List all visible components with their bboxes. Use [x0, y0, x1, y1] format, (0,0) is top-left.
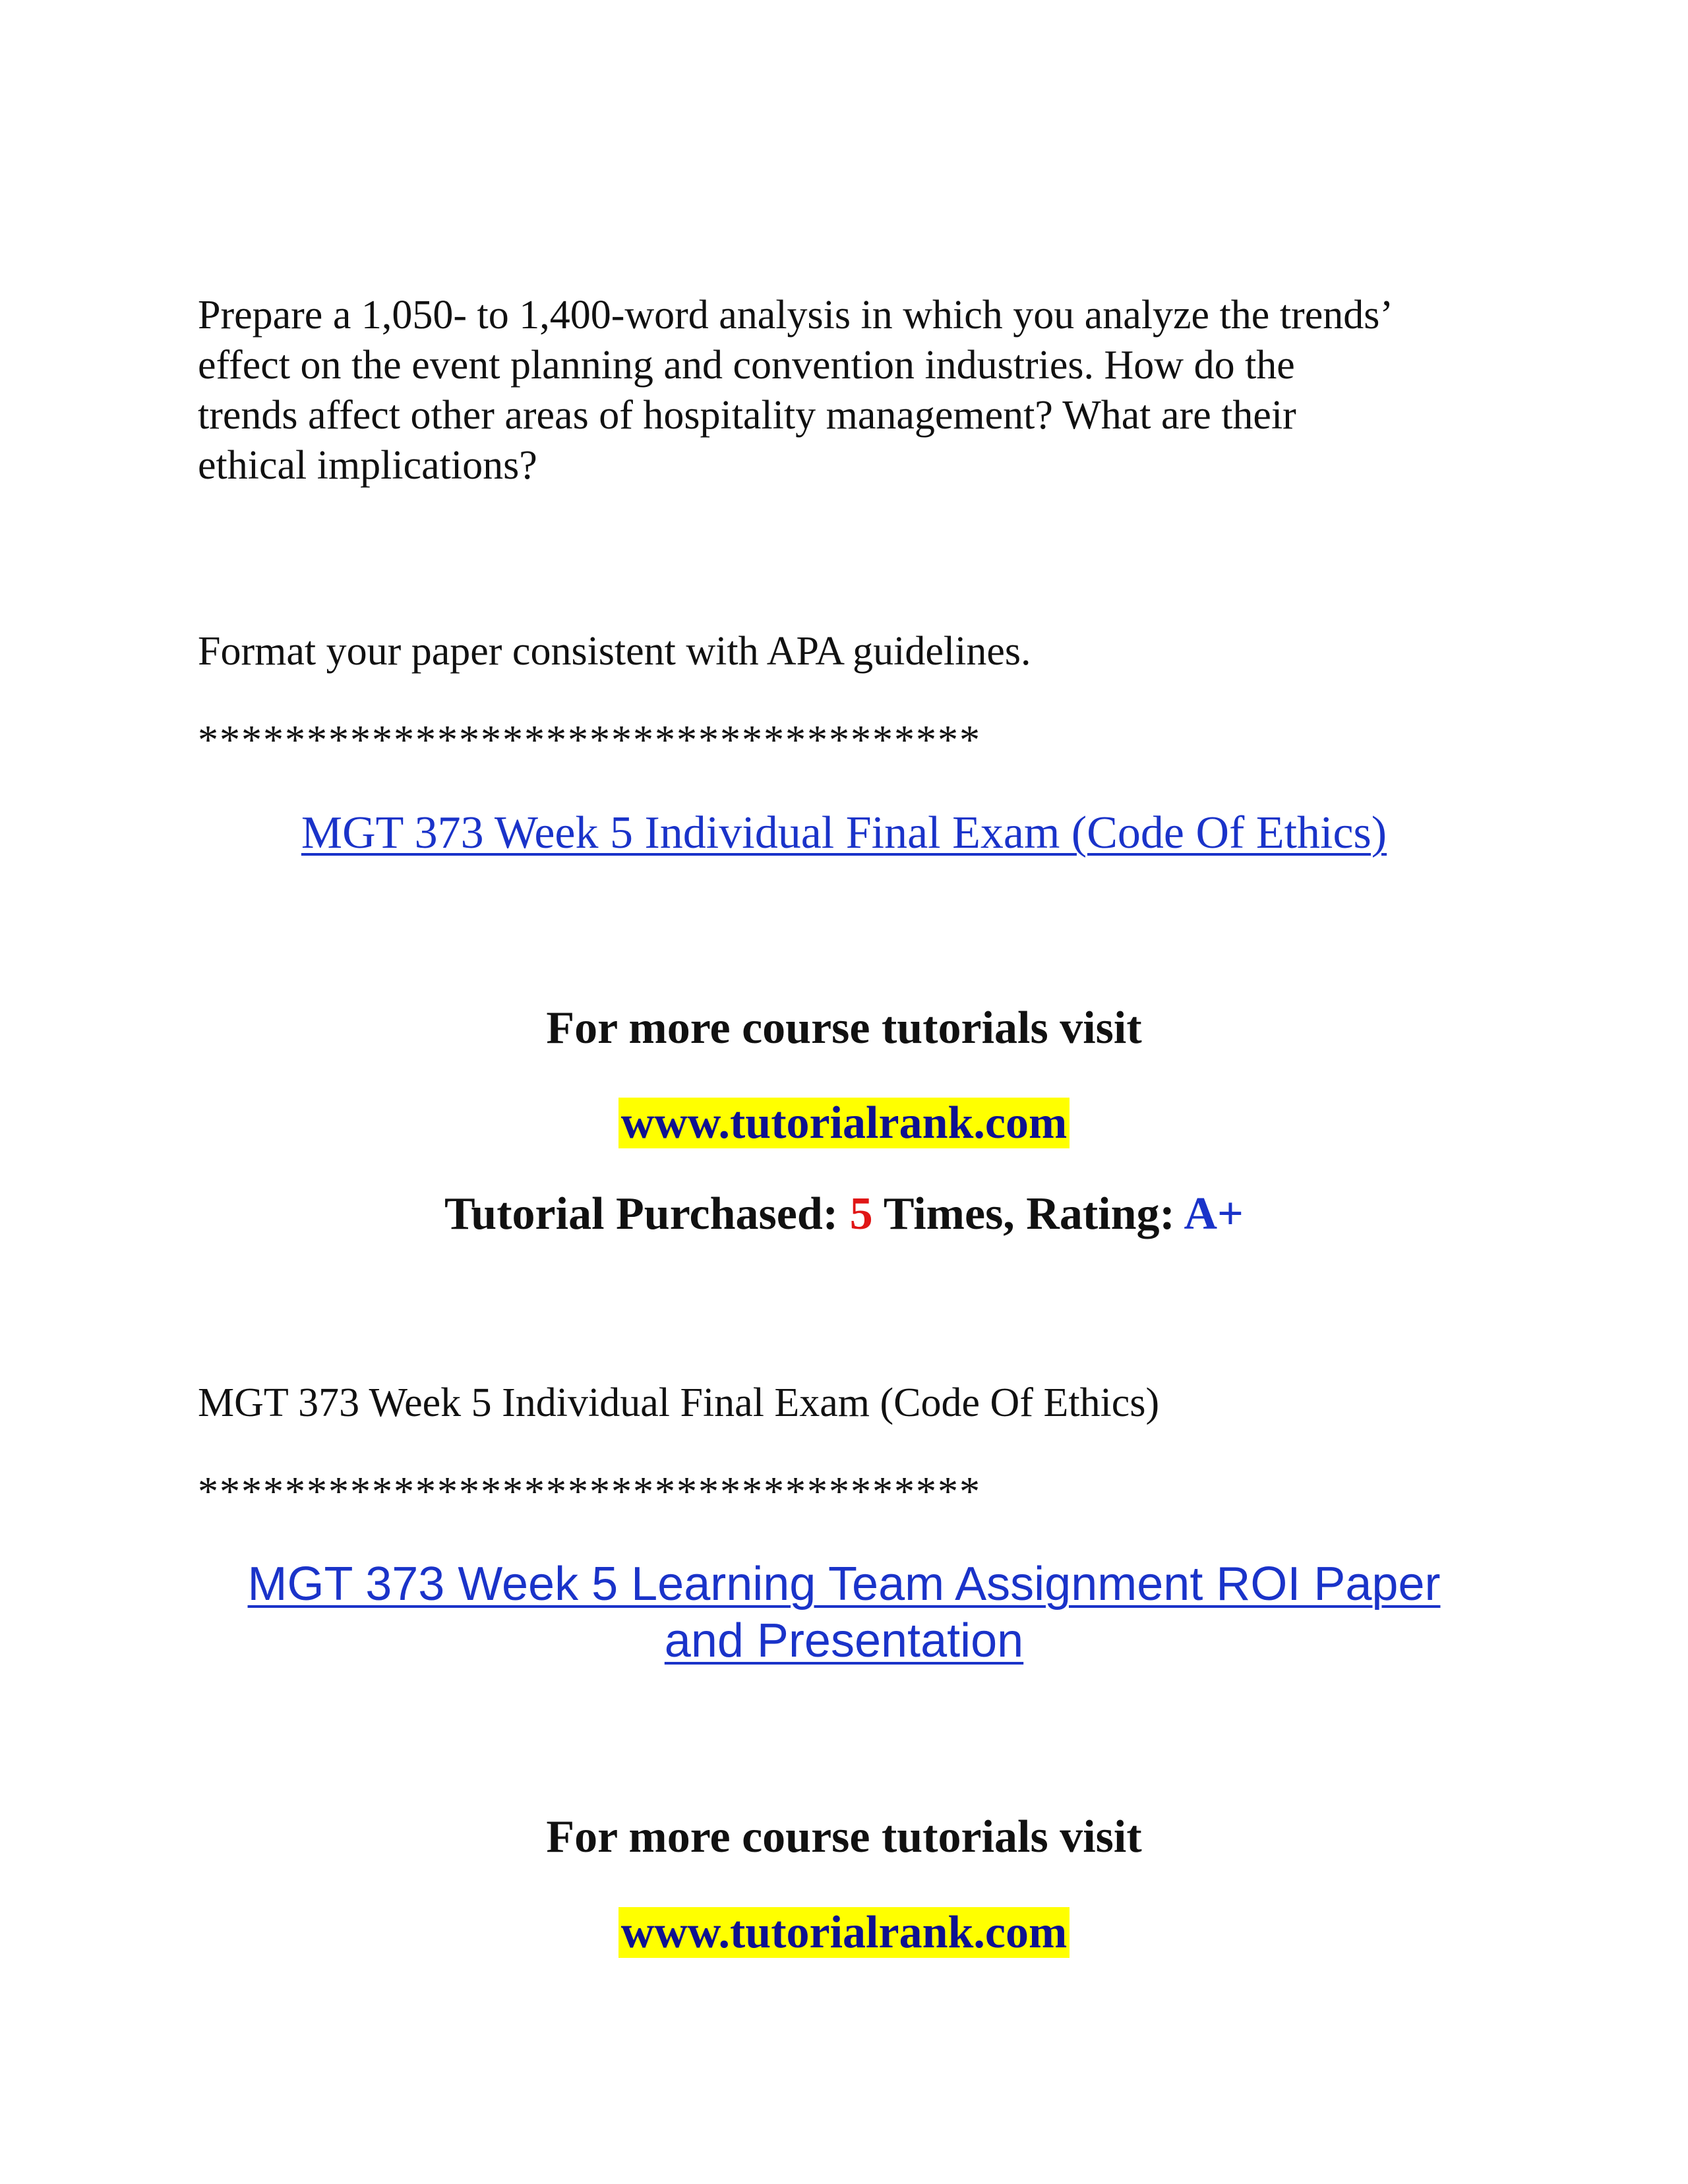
stats-mid: Times, Rating:: [872, 1189, 1184, 1239]
intro-line: trends affect other areas of hospitality management? What are their: [198, 393, 1296, 438]
intro-line: effect on the event planning and convention industries. How do the: [198, 343, 1295, 388]
promo-website-row: [0, 1096, 1688, 1151]
promo-heading: For more course tutorials visit: [546, 1812, 1142, 1862]
stats-prefix: Tutorial Purchased:: [444, 1189, 850, 1239]
format-note: Format your paper consistent with APA guidelines.: [198, 629, 1031, 674]
assignment-link-line2[interactable]: and Presentation: [664, 1614, 1024, 1667]
website-link[interactable]: www.tutorialrank.com: [618, 1098, 1070, 1148]
intro-paragraph: [198, 290, 1490, 490]
promo-heading: For more course tutorials visit: [546, 1003, 1142, 1053]
separator: ************************************: [198, 1469, 981, 1514]
exam-link[interactable]: MGT 373 Week 5 Individual Final Exam (Code Of Ethics): [301, 808, 1387, 858]
item-title: MGT 373 Week 5 Individual Final Exam (Code Of Ethics): [198, 1380, 1160, 1425]
website-link[interactable]: www.tutorialrank.com: [618, 1907, 1070, 1958]
rating-value: A+: [1184, 1189, 1244, 1239]
tutorial-stats: [0, 1187, 1688, 1242]
separator: ************************************: [198, 718, 981, 763]
promo-website-row: [0, 1905, 1688, 1961]
purchase-count: 5: [849, 1189, 873, 1239]
assignment-link-line1[interactable]: MGT 373 Week 5 Learning Team Assignment ROI Paper: [247, 1558, 1441, 1610]
intro-line: Prepare a 1,050- to 1,400-word analysis in which you analyze the trends’: [198, 293, 1393, 338]
intro-line: ethical implications?: [198, 443, 537, 488]
